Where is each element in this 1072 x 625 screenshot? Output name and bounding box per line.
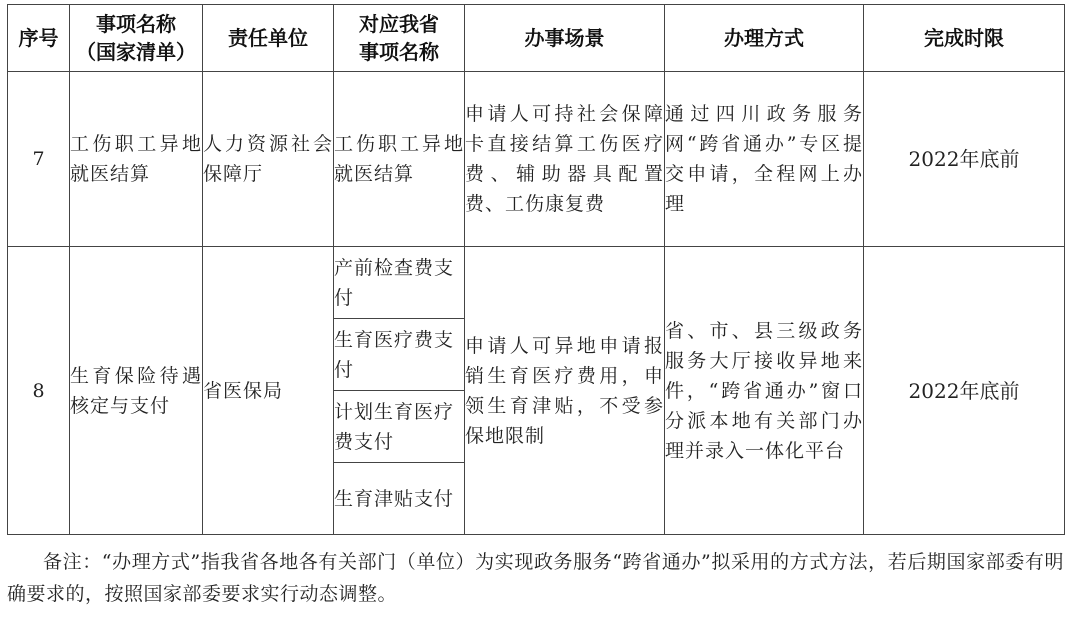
row-prov-item: 生育津贴支付 (334, 463, 465, 535)
header-prov (334, 5, 465, 72)
table-row (8, 72, 1065, 247)
header-method: 办理方式 (665, 5, 864, 72)
header-item (70, 5, 203, 72)
header-prov-line2: 事项名称 (359, 40, 439, 64)
row-no: 7 (8, 72, 70, 247)
footnote: 备注：“办理方式”指我省各地各有关部门（单位）为实现政务服务“跨省通办”拟采用的方式方法，若后期国家部委有明确要求的，按照国家部委要求实行动态调整。 (7, 551, 1064, 605)
header-prov-line1: 对应我省 (359, 12, 439, 36)
row-item: 工伤职工异地就医结算 (70, 72, 203, 247)
header-deadline: 完成时限 (864, 5, 1065, 72)
row-prov-item: 工伤职工异地就医结算 (334, 72, 465, 247)
header-no: 序号 (8, 5, 70, 72)
row-prov-item: 计划生育医疗费支付 (334, 391, 465, 463)
row-method: 省、市、县三级政务服务大厅接收异地来件，“跨省通办”窗口分派本地有关部门办理并录入一体化平台 (665, 247, 864, 535)
row-unit: 人力资源社会保障厅 (203, 72, 334, 247)
header-item-line2: （国家清单） (76, 40, 196, 64)
header-unit: 责任单位 (203, 5, 334, 72)
header-scene: 办事场景 (465, 5, 665, 72)
row-prov-item: 产前检查费支付 (334, 247, 465, 319)
header-item-line1: 事项名称 (96, 12, 176, 36)
row-scene: 申请人可异地申请报销生育医疗费用，申领生育津贴，不受参保地限制 (465, 247, 665, 535)
row-no: 8 (8, 247, 70, 535)
row-method: 通过四川政务服务网“跨省通办”专区提交申请，全程网上办理 (665, 72, 864, 247)
row-item: 生育保险待遇核定与支付 (70, 247, 203, 535)
items-table (7, 4, 1065, 535)
row-prov-item: 生育医疗费支付 (334, 319, 465, 391)
row-unit: 省医保局 (203, 247, 334, 535)
row-deadline: 2022年底前 (864, 72, 1065, 247)
row-deadline: 2022年底前 (864, 247, 1065, 535)
table-row (8, 247, 1065, 319)
header-row (8, 5, 1065, 72)
row-scene: 申请人可持社会保障卡直接结算工伤医疗费、辅助器具配置费、工伤康复费 (465, 72, 665, 247)
